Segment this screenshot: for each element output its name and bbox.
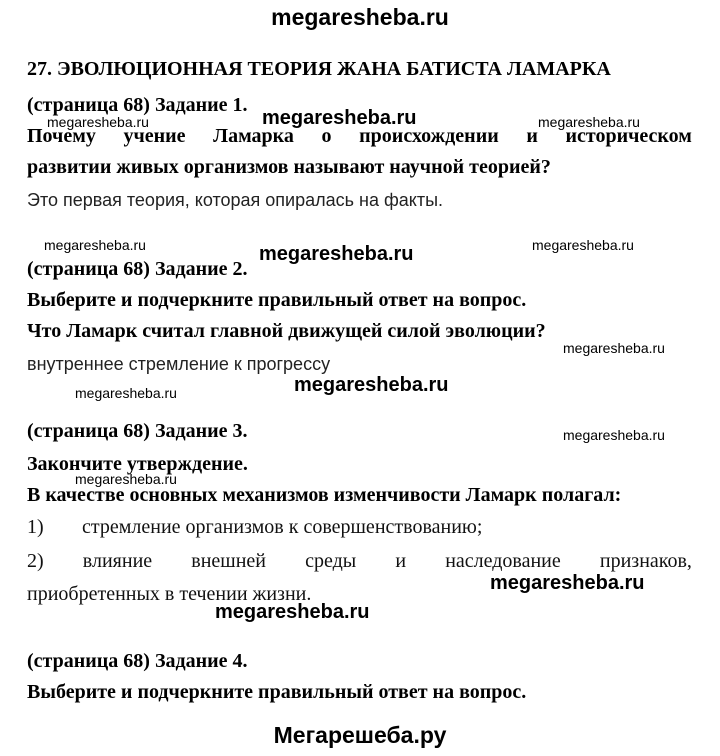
watermark: megaresheba.ru [294, 374, 449, 396]
watermark: megaresheba.ru [262, 107, 417, 129]
watermark: megaresheba.ru [490, 572, 645, 594]
word: влияние [82, 550, 153, 572]
task3-item1-text: стремление организмов к совершенствованию; [82, 516, 483, 538]
watermark: megaresheba.ru [259, 243, 414, 265]
word: и [526, 125, 538, 147]
word: среды [305, 550, 357, 572]
word: происхождении [359, 125, 499, 147]
watermark: megaresheba.ru [563, 340, 665, 356]
task4-title: (страница 68) Задание 4. [27, 650, 248, 672]
task3-item2-line1 [27, 550, 692, 573]
task2-answer: внутреннее стремление к прогрессу [27, 354, 331, 374]
word: Ламарка [213, 125, 294, 147]
word: внешней [191, 550, 266, 572]
word: историческом [565, 125, 692, 147]
task4-instruction: Выберите и подчеркните правильный ответ на вопрос. [27, 681, 527, 703]
task3-item2-line2: приобретенных в течении жизни. [27, 583, 312, 605]
word: 2) [27, 550, 44, 572]
word: наследование [445, 550, 561, 572]
watermark: megaresheba.ru [563, 427, 665, 443]
word: и [395, 550, 407, 572]
watermark: megaresheba.ru [47, 114, 149, 130]
task1-title: (страница 68) Задание 1. [27, 94, 248, 116]
task3-instruction: Закончите утверждение. [27, 453, 248, 475]
word: о [321, 125, 332, 147]
site-footer: Мегарешеба.ру [273, 722, 447, 748]
watermark: megaresheba.ru [538, 114, 640, 130]
watermark: megaresheba.ru [44, 237, 146, 253]
task1-answer: Это первая теория, которая опиралась на факты. [27, 190, 444, 210]
task2-title: (страница 68) Задание 2. [27, 258, 248, 280]
task3-title: (страница 68) Задание 3. [27, 420, 248, 442]
watermark: megaresheba.ru [75, 385, 177, 401]
watermark: megaresheba.ru [75, 471, 177, 487]
task3-statement: В качестве основных механизмов изменчивости Ламарк полагал: [27, 484, 622, 506]
watermark: megaresheba.ru [532, 237, 634, 253]
task1-question-line2: развитии живых организмов называют научной теорией? [27, 156, 551, 178]
task3-item1-number: 1) [27, 516, 44, 538]
task2-question: Что Ламарк считал главной движущей силой эволюции? [27, 320, 546, 342]
site-header: megaresheba.ru [271, 4, 449, 30]
task2-instruction: Выберите и подчеркните правильный ответ на вопрос. [27, 289, 527, 311]
watermark: megaresheba.ru [215, 601, 370, 623]
word: Почему [27, 125, 96, 147]
word: признаков, [599, 550, 692, 572]
word: учение [123, 125, 186, 147]
section-title: 27. ЭВОЛЮЦИОННАЯ ТЕОРИЯ ЖАНА БАТИСТА ЛАМАРКА [27, 58, 611, 80]
